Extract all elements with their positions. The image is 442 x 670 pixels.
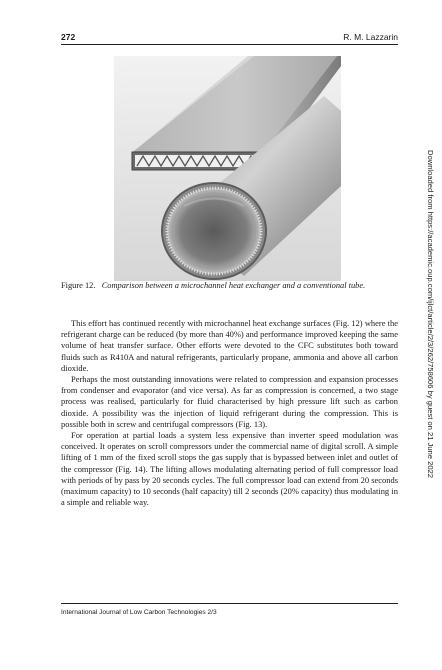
page-number: 272 [61,32,76,42]
download-watermark-text: Downloaded from https://academic.oup.com/ijlct/article/2/3/262/758606 by guest on 21 June 2022 [426,150,435,478]
body-text [61,318,398,508]
download-watermark [426,150,436,670]
tube-photo-illustration [114,56,341,281]
figure-caption-text: Comparison between a microchannel heat exchanger and a conventional tube. [101,281,366,290]
paragraph: For operation at partial loads a system less expensive than inverter speed modulation was conceived. It operates on scroll compressors under the commercial name of digital scroll. A simple lifting of 1 mm of the fixed scroll stops the gas supply that is bypassed between inlet and outlet of the compressor (Fig. 14). The lifting allows modulating alternating period of full compressor load with periods of by pass by 20 seconds cycles. The full compressor load can extend from 20 seconds (maximum capacity) to 10 seconds (half capacity) till 2 seconds (20% capacity) thus modulating in a simple and reliable way. [61,430,398,508]
running-head: R. M. Lazzarin [343,32,398,42]
figure-photo [114,56,341,281]
figure-caption [61,280,398,292]
footer-rule [61,603,398,604]
paragraph: Perhaps the most outstanding innovations were related to compression and expansion processes from condenser and evaporator (and vice versa). As far as compression is concerned, a two stage process was realised, particularly for fluid characterised by high pressure lift such as carbon dioxide. A possibility was the injection of liquid refrigerant during the compression. This is possible both in screw and centrifugal compressors (Fig. 13). [61,374,398,429]
header-rule [61,44,398,45]
figure-label: Figure 12. [61,281,96,290]
paragraph: This effort has continued recently with microchannel heat exchange surfaces (Fig. 12) where the refrigerant charge can be reduced (by more than 40%) and performance improved keeping the same volume of heat transfer surface. Other efforts were devoted to the CFC substitutes both toward fluids such as R410A and natural refrigerants, particularly propane, ammonia and above all carbon dioxide. [61,318,398,373]
journal-footer: International Journal of Low Carbon Technologies 2/3 [61,609,217,616]
